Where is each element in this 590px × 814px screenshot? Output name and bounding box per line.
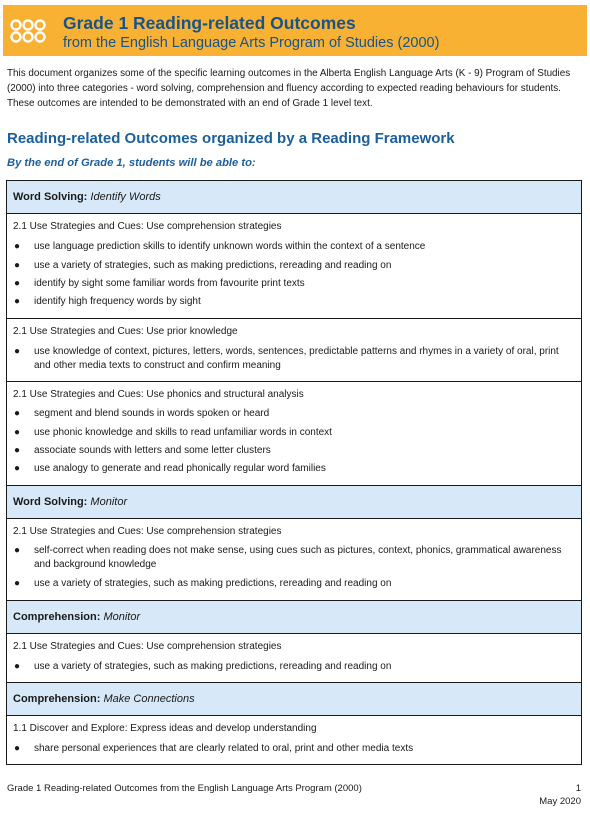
outcome-section <box>6 214 582 319</box>
focus-label: Monitor <box>103 611 141 623</box>
bullet-icon: ● <box>14 346 21 357</box>
outcome-section <box>6 319 582 382</box>
list-item-text: use a variety of strategies, such as making predictions, rereading and reading on <box>34 260 392 271</box>
category-label: Word Solving: <box>13 191 88 203</box>
list-item-text: segment and blend sounds in words spoken or heard <box>34 408 270 419</box>
focus-label: Make Connections <box>103 693 195 705</box>
outcome-section <box>6 634 582 683</box>
bullet-icon: ● <box>14 578 21 589</box>
outcome-stem: 1.1 Discover and Explore: Express ideas and develop understanding <box>13 723 317 734</box>
bullet-icon: ● <box>14 296 21 307</box>
category-label: Comprehension: <box>13 611 101 623</box>
intro-paragraph: This document organizes some of the specific learning outcomes in the Alberta English Language Arts (K - 9) Program of Studies (2000) into three categories - word solving, comprehension and fluency according to expected reading behaviours for students. These outcomes are intended to be demonstrated with an end of Grade 1 level text. <box>7 68 571 109</box>
outcome-section <box>6 382 582 486</box>
list-item-text: use a variety of strategies, such as making predictions, rereading and reading on <box>34 661 392 672</box>
list-item-text: use analogy to generate and read phonically regular word families <box>34 463 326 474</box>
list-item-text: share personal experiences that are clearly related to oral, print and other media texts <box>34 743 414 754</box>
title-banner <box>3 5 587 56</box>
footer-date: May 2020 <box>539 796 581 807</box>
outcome-section <box>6 716 582 765</box>
focus-label: Identify Words <box>90 191 161 203</box>
table-header-row <box>6 683 582 716</box>
section-subheading: By the end of Grade 1, students will be able to: <box>7 157 256 169</box>
category-label: Word Solving: <box>13 496 88 508</box>
table-header-row <box>6 181 582 214</box>
outcomes-table <box>6 180 582 765</box>
category-label: Comprehension: <box>13 693 101 705</box>
outcome-section <box>6 519 582 601</box>
bullet-icon: ● <box>14 408 21 419</box>
bullet-icon: ● <box>14 427 21 438</box>
list-item-text: use knowledge of context, pictures, letters, words, sentences, predictable patterns and rhymes in a variety of oral, print and other media texts to construct and confirm meaning <box>34 346 559 371</box>
bullet-icon: ● <box>14 278 21 289</box>
focus-label: Monitor <box>90 496 128 508</box>
section-heading: Reading-related Outcomes organized by a Reading Framework <box>7 130 455 147</box>
bullet-icon: ● <box>14 241 21 252</box>
list-item-text: identify high frequency words by sight <box>34 296 201 307</box>
list-item-text: identify by sight some familiar words from favourite print texts <box>34 278 305 289</box>
list-item-text: self-correct when reading does not make sense, using cues such as pictures, context, phonics, grammatical awareness and background knowledge <box>34 545 562 570</box>
bullet-icon: ● <box>14 661 21 672</box>
bullet-icon: ● <box>14 545 21 556</box>
outcome-stem: 2.1 Use Strategies and Cues: Use comprehension strategies <box>13 641 282 652</box>
bullet-icon: ● <box>14 445 21 456</box>
table-header-row <box>6 486 582 519</box>
alberta-logo-icon <box>9 19 47 43</box>
list-item-text: associate sounds with letters and some letter clusters <box>34 445 271 456</box>
list-item-text: use language prediction skills to identify unknown words within the context of a sentence <box>34 241 426 252</box>
outcome-stem: 2.1 Use Strategies and Cues: Use comprehension strategies <box>13 221 282 232</box>
list-item-text: use a variety of strategies, such as making predictions, rereading and reading on <box>34 578 392 589</box>
outcome-stem: 2.1 Use Strategies and Cues: Use comprehension strategies <box>13 526 282 537</box>
bullet-icon: ● <box>14 743 21 754</box>
document-title: Grade 1 Reading-related Outcomes <box>63 13 356 33</box>
outcome-stem: 2.1 Use Strategies and Cues: Use prior knowledge <box>13 326 238 337</box>
table-header-row <box>6 601 582 634</box>
document-subtitle: from the English Language Arts Program of Studies (2000) <box>63 35 440 51</box>
bullet-icon: ● <box>14 260 21 271</box>
page-number: 1 <box>575 783 581 794</box>
list-item-text: use phonic knowledge and skills to read unfamiliar words in context <box>34 427 332 438</box>
outcome-stem: 2.1 Use Strategies and Cues: Use phonics and structural analysis <box>13 389 304 400</box>
footer-text: Grade 1 Reading-related Outcomes from the English Language Arts Program (2000) <box>7 783 362 794</box>
bullet-icon: ● <box>14 463 21 474</box>
